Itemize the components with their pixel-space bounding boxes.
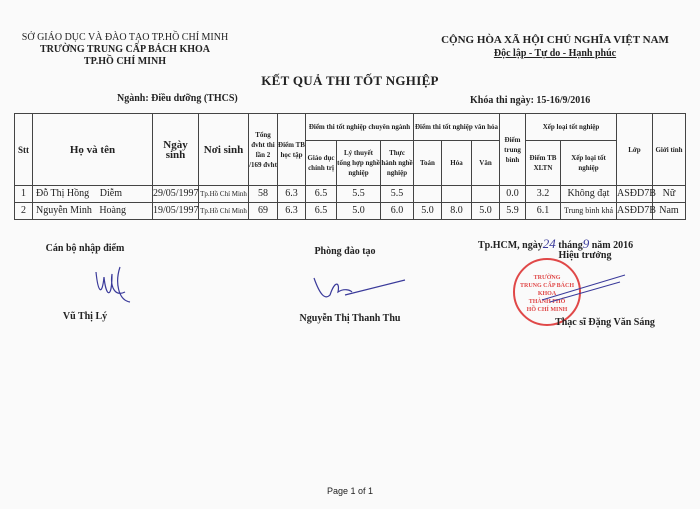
- country-name: CỘNG HÒA XÃ HỘI CHỦ NGHĨA VIỆT NAM: [441, 34, 669, 46]
- header-culture-group: Điểm thi tốt nghiệp văn hóa: [414, 114, 500, 141]
- header-politics: Giáo dục chính trị: [306, 141, 337, 186]
- cell-lit: [472, 186, 500, 203]
- cell-gender: Nữ: [653, 186, 686, 203]
- header-name: Họ và tên: [33, 114, 153, 186]
- stamp-line: HỒ CHÍ MINH: [526, 307, 568, 313]
- issuing-authority: [20, 32, 230, 68]
- cell-politics: 6.5: [306, 203, 337, 220]
- stamp-line: TRUNG CẤP BÁCH KHOA: [519, 283, 574, 297]
- month: 9: [582, 236, 590, 251]
- cell-name: [33, 203, 153, 220]
- year: năm 2016: [591, 240, 634, 251]
- entry-officer-title: Cán bộ nhập điểm: [45, 243, 125, 254]
- cell-chem: 8.0: [442, 203, 472, 220]
- table-row: [15, 203, 686, 220]
- stamp-line: THÀNH PHỐ: [528, 299, 566, 305]
- cell-theory: 5.0: [337, 203, 381, 220]
- department: SỞ GIÁO DỤC VÀ ĐÀO TẠO TP.HỒ CHÍ MINH: [21, 32, 229, 43]
- city: TP.HỒ CHÍ MINH: [83, 56, 167, 67]
- cell-rank: Trung bình khá: [561, 203, 617, 220]
- header-chem: Hóa: [442, 141, 472, 186]
- header-pob: Nơi sinh: [199, 114, 249, 186]
- first-name: Hoàng: [99, 205, 126, 216]
- header-rank: Xếp loại tốt nghiệp: [561, 141, 617, 186]
- cell-class: ASĐD7B: [617, 203, 653, 220]
- cell-credits: 69: [249, 203, 278, 220]
- month-label: tháng: [558, 240, 583, 251]
- page-number: Page 1 of 1: [326, 486, 374, 496]
- cell-credits: 58: [249, 186, 278, 203]
- header-rank-group: Xếp loại tốt nghiệp: [526, 114, 617, 141]
- cell-chem: [442, 186, 472, 203]
- header-major-group: Điểm thi tốt nghiệp chuyên ngành: [306, 114, 414, 141]
- header-class: Lớp: [617, 114, 653, 186]
- training-signature-icon: [310, 270, 410, 310]
- cell-gender: Nam: [653, 203, 686, 220]
- header-gpa: Điểm TB học tập: [278, 114, 306, 186]
- principal-title: Hiệu trưởng: [558, 250, 612, 261]
- national-header: [430, 34, 680, 60]
- stamp-line: TRƯỜNG: [533, 275, 561, 281]
- motto: Độc lập - Tự do - Hạnh phúc: [493, 48, 617, 59]
- principal-name: Thạc sĩ Đặng Văn Sáng: [555, 317, 655, 328]
- first-name: Diễm: [99, 188, 122, 199]
- cell-rank: Không đạt: [561, 186, 617, 203]
- school: TRƯỜNG TRUNG CẤP BÁCH KHOA: [39, 44, 210, 55]
- date-prefix: Tp.HCM, ngày: [478, 240, 543, 251]
- cell-politics: 6.5: [306, 186, 337, 203]
- cell-avg: 0.0: [500, 186, 526, 203]
- training-dept-title: Phòng đào tạo: [314, 246, 376, 257]
- cell-stt: 2: [15, 203, 33, 220]
- cell-practice: 5.5: [381, 186, 414, 203]
- cell-lit: 5.0: [472, 203, 500, 220]
- cell-theory: 5.5: [337, 186, 381, 203]
- cell-stt: 1: [15, 186, 33, 203]
- cell-practice: 6.0: [381, 203, 414, 220]
- day: 24: [542, 236, 556, 251]
- cell-math: [414, 186, 442, 203]
- entry-officer-name: Vũ Thị Lý: [62, 311, 108, 322]
- cell-name: [33, 186, 153, 203]
- header-practice: Thực hành nghề nghiệp: [381, 141, 414, 186]
- header-avg: Điểm trung bình: [500, 114, 526, 186]
- principal-signature-icon: [540, 270, 630, 310]
- table-row: [15, 186, 686, 203]
- cell-xltn: 3.2: [526, 186, 561, 203]
- exam-date: Khóa thi ngày: 15-16/9/2016: [470, 95, 591, 106]
- header-theory: Lý thuyết tổng hợp nghề nghiệp: [337, 141, 381, 186]
- header-gender: Giới tính: [653, 114, 686, 186]
- cell-pob: Tp.Hồ Chí Minh: [199, 186, 249, 203]
- document-title: KẾT QUẢ THI TỐT NGHIỆP: [261, 73, 439, 88]
- cell-math: 5.0: [414, 203, 442, 220]
- header-stt: Stt: [15, 114, 33, 186]
- entry-signature-icon: [90, 262, 140, 307]
- header-lit: Văn: [472, 141, 500, 186]
- cell-avg: 5.9: [500, 203, 526, 220]
- header-dob: Ngày sinh: [153, 114, 199, 186]
- cell-class: ASĐD7B: [617, 186, 653, 203]
- header-xltn: Điểm TB XLTN: [526, 141, 561, 186]
- header-credits: Tổng đvht thi lần 2 /169 đvht: [249, 114, 278, 186]
- major: Ngành: Điều dưỡng (THCS): [117, 93, 238, 104]
- training-officer-name: Nguyễn Thị Thanh Thu: [299, 313, 401, 324]
- cell-xltn: 6.1: [526, 203, 561, 220]
- cell-gpa: 6.3: [278, 203, 306, 220]
- last-name: Nguyễn Minh: [36, 205, 92, 216]
- cell-pob: Tp.Hồ Chí Minh: [199, 203, 249, 220]
- cell-gpa: 6.3: [278, 186, 306, 203]
- cell-dob: 19/05/1997: [153, 203, 199, 220]
- results-table: [14, 113, 686, 220]
- cell-dob: 29/05/1997: [153, 186, 199, 203]
- last-name: Đỗ Thị Hồng: [36, 188, 90, 199]
- header-math: Toán: [414, 141, 442, 186]
